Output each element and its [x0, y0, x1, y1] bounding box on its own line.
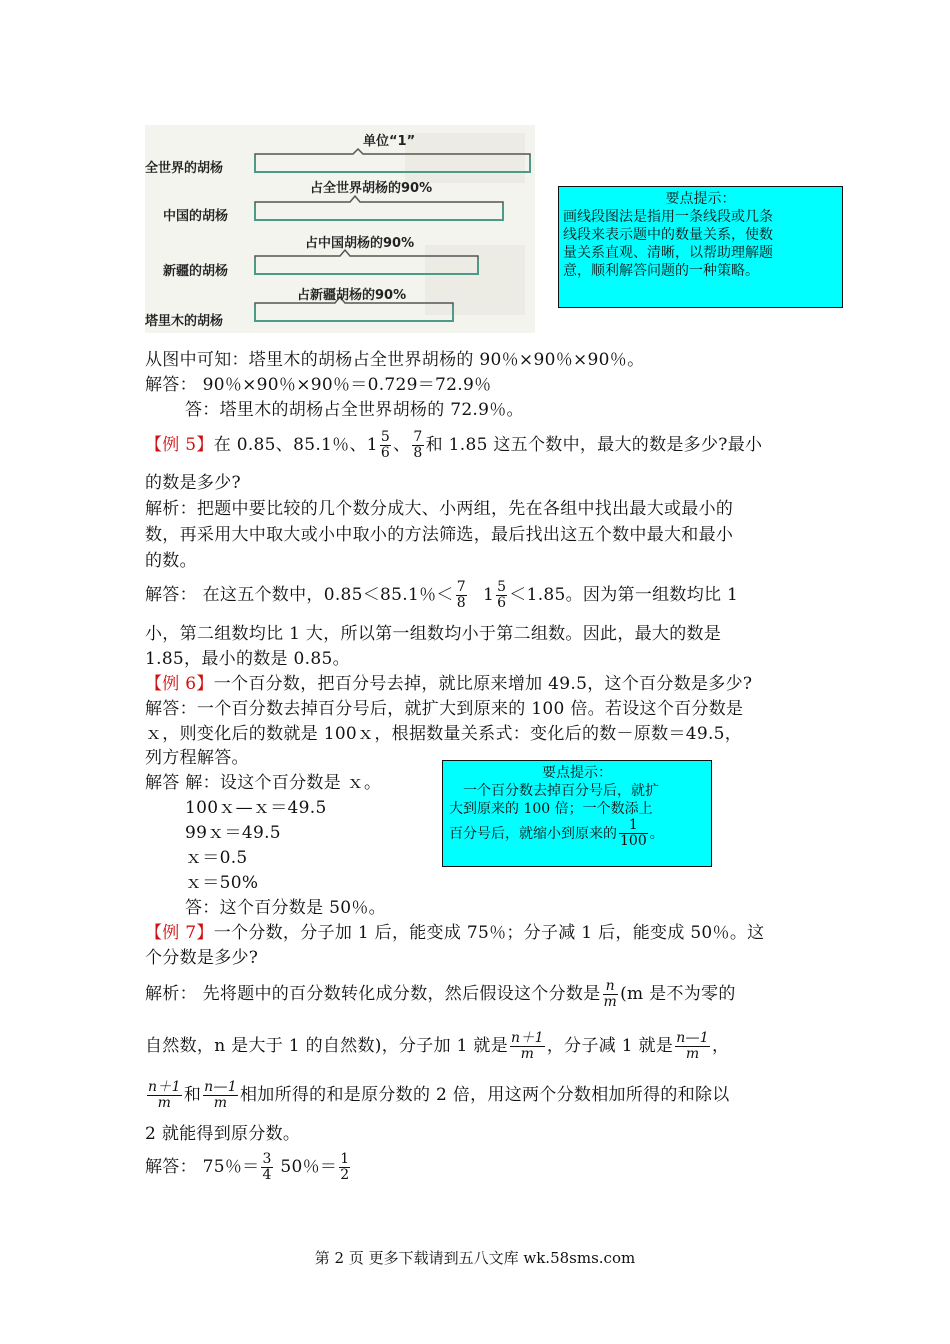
- segment-diagram: [145, 125, 535, 333]
- ex7-analysis-line-3: [145, 1073, 730, 1117]
- ex6-text: 一个百分数，把百分号去掉，就比原来增加 49.5，这个百分数是多少?: [213, 674, 753, 694]
- fraction-num: 5: [380, 428, 391, 445]
- fraction-den: m: [603, 994, 618, 1010]
- ex5-analysis-line: 的数。: [145, 551, 197, 571]
- tip-box-2-title: 要点提示：: [542, 765, 612, 781]
- tip-box-1-line: 线段来表示题中的数量关系，使数: [563, 227, 773, 243]
- ex5-answer-line-1: [145, 575, 738, 615]
- mixed-whole: 1: [482, 585, 495, 605]
- mixed-fraction: [483, 575, 509, 615]
- tip-box-1-line: 画线段图法是指用一条线段或几条: [563, 209, 773, 225]
- fraction: [339, 1152, 350, 1183]
- fraction: [456, 580, 467, 611]
- ex7-text: 解答： 75％＝: [145, 1157, 260, 1177]
- ex7-text: 自然数，n 是大于 1 的自然数)，分子加 1 就是: [145, 1036, 509, 1056]
- ex4-conclusion: 答：塔里木的胡杨占全世界胡杨的 72.9％。: [185, 400, 524, 420]
- fraction-den: 100: [620, 833, 647, 849]
- fraction-den: m: [147, 1095, 182, 1111]
- fraction: [261, 1152, 272, 1183]
- row-label-china: 中国的胡杨: [163, 209, 229, 224]
- fraction: [496, 580, 507, 611]
- tip-box-1-line: 量关系直观、清晰，以帮助理解题: [563, 245, 773, 261]
- fraction-num: 7: [456, 579, 466, 595]
- ex5-answer-text: 解答： 在这五个数中，0.85＜85.1％＜: [145, 585, 454, 605]
- row-label-world: 全世界的胡杨: [145, 161, 224, 176]
- fraction: [147, 1080, 182, 1111]
- fraction-den: 4: [262, 1167, 272, 1183]
- tip-box-2-line: 大到原来的 100 倍；一个数添上: [449, 801, 653, 817]
- fraction-num: n＋1: [511, 1030, 544, 1046]
- ex6-analysis-line: 解答：一个百分数去掉百分号后，就扩大到原来的 100 倍。若设这个百分数是: [145, 699, 744, 719]
- ex7-text: ，分子减 1 就是: [546, 1036, 674, 1056]
- page-footer: 第 2 页 更多下载请到五八文库 wk.58sms.com: [314, 1249, 636, 1267]
- tip-box-1-title: 要点提示：: [665, 191, 736, 207]
- tip-box-2-text: 百分号后，就缩小到原来的: [449, 825, 617, 842]
- fraction-num: n—1: [676, 1030, 710, 1046]
- ex7-analysis-line-4: 2 就能得到原分数。: [145, 1124, 301, 1144]
- fraction-den: 6: [380, 444, 391, 461]
- fraction: [603, 979, 619, 1010]
- ex6-tag: 【例 6】: [145, 674, 214, 694]
- ex7-answer: [145, 1147, 352, 1187]
- ex5-answer-line-3: 1.85，最小的数是 0.85。: [145, 649, 350, 669]
- ex7-analysis-line-2: [145, 1024, 729, 1068]
- ex5-text: 在 0.85、85.1％、: [213, 435, 367, 455]
- ex4-answer: 解答： 90％×90％×90％＝0.729＝72.9％: [145, 375, 492, 395]
- ex6-analysis-line: 列方程解答。: [145, 748, 249, 768]
- ex7-text: 一个分数，分子加 1 后，能变成 75％；分子减 1 后，能变成 50％。这: [213, 923, 765, 943]
- fraction: [412, 430, 423, 461]
- mixed-whole: 1: [366, 435, 378, 455]
- ex6-analysis-line: ｘ，则变化后的数就是 100ｘ，根据数量关系式：变化后的数－原数＝49.5，: [145, 724, 743, 744]
- tip-box-2-line: [449, 818, 705, 849]
- ex4-line-1: 从图中可知：塔里木的胡杨占全世界胡杨的 90％×90％×90％。: [145, 350, 645, 370]
- fraction-num: 7: [413, 429, 423, 445]
- fraction: [675, 1031, 710, 1062]
- fraction-num: n＋1: [148, 1079, 181, 1095]
- ex6-step: 99ｘ＝49.5: [185, 823, 281, 843]
- fraction: [203, 1080, 238, 1111]
- ex7-text: ，: [712, 1036, 730, 1056]
- fraction-num: 1: [340, 1151, 350, 1167]
- fraction-den: 6: [497, 594, 507, 611]
- fraction-num: 1: [628, 817, 638, 833]
- tip-box-1: [558, 186, 843, 308]
- ex7-text: 50％＝: [274, 1157, 338, 1177]
- row-label-xinjiang: 新疆的胡杨: [163, 264, 229, 279]
- segment-label-china: 占全世界胡杨的90%: [310, 181, 433, 196]
- ex5-answer-line-2: 小，第二组数均比 1 大，所以第一组数均小于第二组数。因此，最大的数是: [145, 624, 722, 644]
- ex6-step: ｘ＝0.5: [185, 848, 248, 868]
- tip-box-1-line: 意，顺利解答问题的一种策略。: [563, 263, 759, 279]
- fraction-den: m: [510, 1046, 545, 1062]
- row-label-tarim: 塔里木的胡杨: [145, 314, 224, 329]
- fraction-num: n: [605, 978, 615, 994]
- ex5-analysis-line: 解析：把题中要比较的几个数分成大、小两组，先在各组中找出最大或最小的: [145, 499, 734, 519]
- fraction-den: m: [675, 1046, 710, 1062]
- ex5-tag: 【例 5】: [145, 435, 214, 455]
- ex6-question: [145, 673, 752, 695]
- tip-box-2: [442, 760, 712, 867]
- tip-box-2-line: 一个百分数去掉百分号后，就扩: [463, 783, 659, 799]
- fraction: [510, 1031, 545, 1062]
- ex5-analysis-line: 数，再采用大中取大或小中取小的方法筛选，最后找出这五个数中最大和最小: [145, 525, 734, 545]
- ex5-question-line-2: 的数是多少?: [145, 473, 241, 493]
- segment-label-xinjiang: 占中国胡杨的90%: [305, 236, 415, 251]
- ex5-answer-text: ＜1.85。因为第一组数均比 1: [509, 585, 739, 605]
- ex6-step: 解答 解：设这个百分数是 ｘ。: [145, 773, 382, 793]
- fraction: [380, 430, 391, 461]
- ex7-tag: 【例 7】: [145, 923, 214, 943]
- ex6-answer: 答：这个百分数是 50％。: [185, 898, 386, 918]
- fraction-num: 5: [497, 578, 507, 595]
- ex5-text: 和 1.85 这五个数中，最大的数是多少?最小: [425, 435, 763, 455]
- ex7-text: 相加所得的和是原分数的 2 倍，用这两个分数相加所得的和除以: [239, 1085, 730, 1105]
- segment-label-tarim: 占新疆胡杨的90%: [297, 288, 407, 303]
- fraction-num: n—1: [204, 1079, 237, 1095]
- ex5-question-line-1: [145, 425, 762, 465]
- unit-label: 单位“1”: [363, 134, 416, 149]
- ex7-question-line-2: 个分数是多少?: [145, 948, 259, 968]
- ex7-question-line-1: [145, 922, 764, 944]
- ex7-text: 解析： 先将题中的百分数转化成分数，然后假设这个分数是: [145, 984, 601, 1004]
- ex7-text: (m 是不为零的: [620, 984, 736, 1004]
- tip-box-2-text: 。: [649, 825, 664, 842]
- ex5-sep: 、: [393, 435, 411, 455]
- mixed-fraction: [367, 425, 393, 465]
- fraction-den: m: [203, 1095, 238, 1111]
- fraction-den: 2: [340, 1167, 350, 1183]
- ex6-step: ｘ＝50%: [185, 873, 259, 893]
- fraction-num: 3: [262, 1151, 272, 1167]
- fraction: [619, 818, 648, 849]
- ex7-text: 和: [183, 1085, 202, 1105]
- fraction-den: 8: [413, 445, 423, 461]
- fraction-den: 8: [456, 595, 466, 611]
- ex7-analysis-line-1: [145, 972, 736, 1016]
- ex6-step: 100ｘ—ｘ＝49.5: [185, 798, 327, 818]
